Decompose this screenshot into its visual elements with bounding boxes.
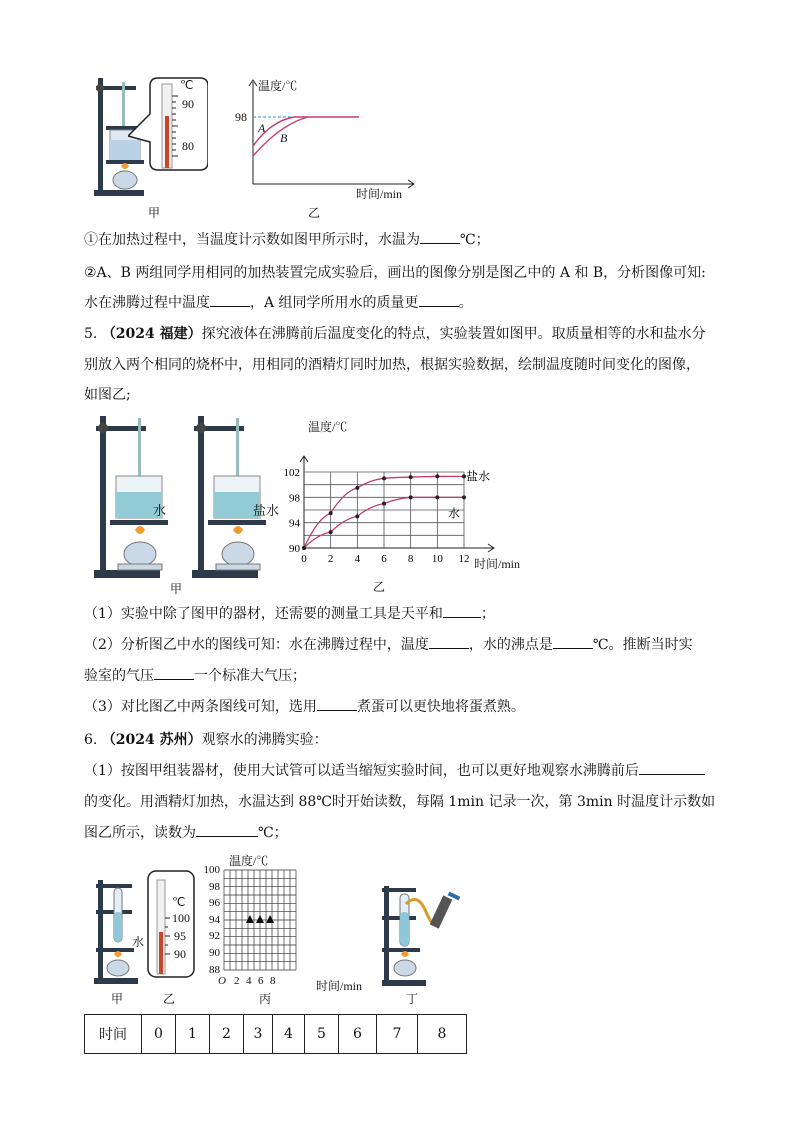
q5-s1: （1）实验中除了图甲的器材，还需要的测量工具是天平和 ； — [84, 606, 495, 622]
data-point — [329, 511, 333, 515]
q6-thermo-tick-95: 95 — [174, 929, 186, 943]
grid-y-tick: 88 — [209, 963, 220, 976]
chart-ylabel: 温度/℃ — [308, 420, 348, 434]
temperature-grid — [222, 866, 302, 976]
x-tick-label: 8 — [407, 553, 414, 565]
triangle-marker — [246, 915, 254, 923]
q6-caption-jia: 甲 — [111, 992, 124, 1006]
q5-s2: （2）分析图乙中水的图线可知：水在沸腾过程中，温度 ，水的沸点是 ℃。推断当时实 — [84, 637, 693, 653]
y-tick-label: 98 — [289, 492, 300, 505]
thermo-tick-80: 80 — [182, 139, 194, 153]
q5-line2: 别放入两个相同的烧杯中，用相同的酒精灯同时加热，根据实验数据，绘制温度随时间变化的图像， — [84, 357, 700, 373]
thermometer-fig1 — [128, 76, 208, 172]
data-point — [409, 495, 413, 499]
grid-ylabel: 温度/℃ — [229, 854, 269, 868]
q6-s1c: 图乙所示，读数为 ℃； — [84, 825, 288, 841]
thermo-unit: ℃ — [180, 78, 194, 92]
table-cell: 时间 — [85, 1015, 142, 1054]
table-row — [85, 1015, 467, 1054]
data-table — [84, 1014, 467, 1054]
q6-s1a: （1）按图甲组装器材，使用大试管可以适当缩短实验时间，也可以更好地观察水沸腾前后 — [84, 760, 705, 780]
q6-s1b: 的变化。用酒精灯加热，水温达到 88℃时开始读数，每隔 1min 记录一次，第 3min 时温度计示数如 — [84, 794, 716, 810]
x-tick-label: 10 — [431, 553, 443, 565]
data-point — [329, 530, 333, 534]
q6-fig-water: 水 — [132, 935, 145, 949]
caption-jia: 甲 — [148, 206, 161, 220]
fig-label-salt: 盐水 — [253, 503, 280, 518]
table-cell: 1 — [176, 1015, 210, 1054]
triangle-marker — [256, 915, 264, 923]
graph-xlabel: 时间/min — [356, 187, 403, 201]
x-tick-label: 12 — [458, 553, 470, 565]
grid-x-tick: 6 — [258, 975, 264, 987]
caption-yi: 乙 — [308, 206, 321, 220]
table-cell: 0 — [142, 1015, 176, 1054]
q6-caption-bing: 丙 — [259, 992, 272, 1006]
graph-fig1 — [236, 76, 426, 202]
grid-y-tick: 100 — [203, 864, 220, 876]
data-point — [382, 476, 386, 480]
stand-apparatus-water — [88, 412, 172, 580]
table-cell: 6 — [339, 1015, 377, 1054]
q4-line2: ②A、B 两组同学用相同的加热装置完成实验后，画出的图像分别是图乙中的 A 和 B，分析图像可知: — [84, 265, 706, 281]
q4-line3: 水在沸腾过程中温度 ，A 组同学所用水的质量更 。 — [84, 295, 473, 311]
stand-apparatus-salt — [186, 412, 270, 580]
syringe-apparatus — [378, 882, 468, 988]
grid-y-tick: 98 — [209, 880, 220, 893]
table-cell: 8 — [418, 1015, 467, 1054]
test-tube-apparatus — [90, 876, 146, 986]
table-cell: 4 — [273, 1015, 305, 1054]
data-point — [409, 475, 413, 479]
table-cell: 7 — [377, 1015, 418, 1054]
graph-ylabel: 温度/℃ — [258, 79, 298, 93]
temperature-chart — [282, 418, 532, 578]
grid-y-tick: 90 — [209, 947, 220, 959]
legend-salt: 盐水 — [466, 469, 491, 484]
q5-s2-cont: 验室的气压 一个标准大气压； — [84, 668, 306, 684]
data-point — [355, 486, 359, 490]
grid-xlabel: 时间/min — [316, 979, 363, 993]
data-point — [462, 495, 466, 499]
grid-x-tick: 4 — [246, 975, 252, 987]
grid-x-ticks — [214, 975, 314, 991]
grid-x-tick: 2 — [234, 975, 240, 987]
y-tick-label: 94 — [289, 517, 300, 530]
q6-thermo-tick-100: 100 — [172, 911, 190, 925]
graph-98: 98 — [235, 110, 247, 124]
data-point — [435, 474, 439, 478]
grid-y-tick: 92 — [209, 930, 220, 943]
y-tick-label: 90 — [289, 543, 300, 555]
table-cell: 3 — [244, 1015, 273, 1054]
x-tick-label: 4 — [354, 553, 361, 565]
legend-water: 水 — [448, 506, 461, 521]
q4-line1: ①在加热过程中，当温度计示数如图甲所示时，水温为 ℃； — [84, 232, 490, 248]
table-cell: 5 — [305, 1015, 339, 1054]
grid-y-tick: 94 — [209, 913, 220, 926]
grid-x-tick: 8 — [270, 975, 276, 987]
caption-yi-q5: 乙 — [373, 580, 386, 594]
x-tick-label: 2 — [327, 553, 334, 565]
q5-s3: （3）对比图乙中两条图线可知，选用 煮蛋可以更快地将蛋煮熟。 — [84, 699, 525, 715]
grid-x-tick: O — [218, 975, 226, 987]
caption-jia-q5: 甲 — [170, 582, 183, 596]
table-cell: 2 — [210, 1015, 244, 1054]
q6-title: 6. （2024 苏州）观察水的沸腾实验： — [84, 732, 328, 748]
curve-label-b: B — [280, 131, 288, 145]
q5-line3: 如图乙; — [84, 387, 131, 403]
thermo-tick-90: 90 — [182, 97, 194, 111]
triangle-marker — [266, 915, 274, 923]
x-tick-label: 6 — [381, 553, 387, 565]
q5-line1: 5. （2024 福建）探究液体在沸腾前后温度变化的特点，实验装置如图甲。取质量相等的水和盐水分 — [84, 326, 706, 342]
q6-thermo-unit: ℃ — [172, 895, 186, 909]
y-tick-label: 102 — [283, 467, 300, 479]
chart-xlabel: 时间/min — [474, 557, 521, 571]
data-point — [435, 495, 439, 499]
data-point — [355, 514, 359, 518]
q6-caption-yi: 乙 — [163, 992, 176, 1006]
grid-y-tick: 96 — [209, 897, 220, 910]
x-tick-label: 0 — [301, 553, 307, 565]
q6-thermo-tick-90: 90 — [174, 947, 186, 961]
q6-caption-ding: 丁 — [406, 992, 419, 1006]
data-point — [382, 502, 386, 506]
data-point — [302, 546, 306, 550]
fig-label-water: 水 — [153, 503, 167, 518]
curve-label-a: A — [258, 121, 266, 135]
